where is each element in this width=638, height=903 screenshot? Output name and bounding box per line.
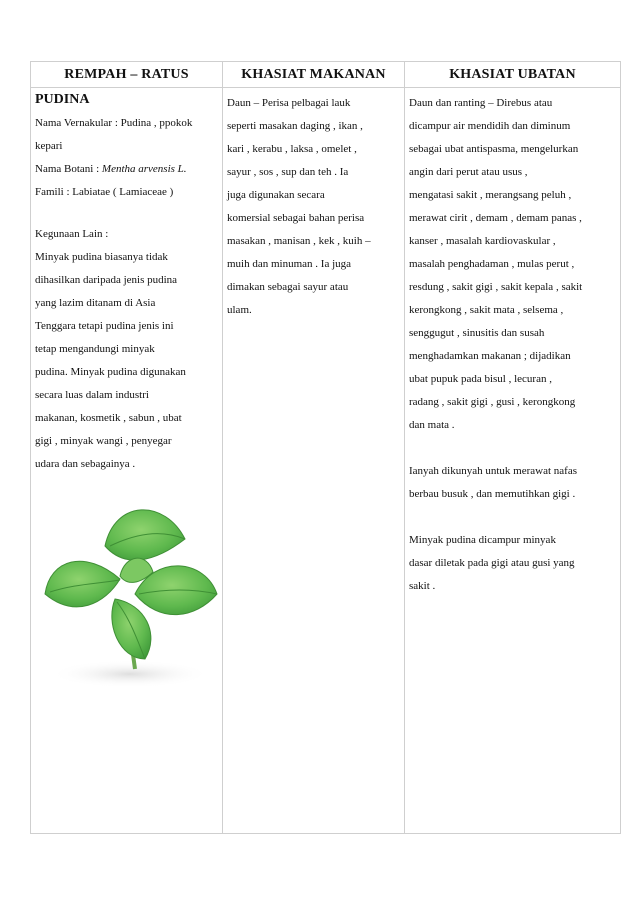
medicinal-line: mengatasi sakit , merangsang peluh ,	[409, 189, 572, 201]
header-khasiat-ubatan: KHASIAT UBATAN	[405, 62, 621, 88]
medicinal-line: kerongkong , sakit mata , selsema ,	[409, 304, 564, 316]
botanical-name	[35, 158, 218, 181]
food-benefit-line: komersial sebagai bahan perisa	[227, 212, 365, 224]
food-benefits-cell	[223, 88, 405, 834]
herb-name: PUDINA	[35, 92, 90, 107]
mint-leaf-icon	[35, 484, 221, 694]
family-name: Famili : Labiatae ( Lamiaceae )	[35, 186, 174, 198]
food-benefit-line: sayur , sos , sup dan teh . Ia	[227, 166, 349, 178]
mint-image	[35, 484, 221, 694]
other-uses-label: Kegunaan Lain :	[35, 228, 109, 240]
other-uses-line: Tenggara tetapi pudina jenis ini	[35, 320, 174, 332]
food-benefit-line: seperti masakan daging , ikan ,	[227, 120, 363, 132]
medicinal-line: dicampur air mendidih dan diminum	[409, 120, 571, 132]
medicinal-line: dan mata .	[409, 419, 455, 431]
other-uses-line: udara dan sebagainya .	[35, 458, 136, 470]
food-benefit-line: juga digunakan secara	[227, 189, 325, 201]
other-uses-line: gigi , minyak wangi , penyegar	[35, 435, 172, 447]
medicinal-benefits-cell	[405, 88, 621, 834]
medicinal-line: masalah penghadaman , mulas perut ,	[409, 258, 575, 270]
vernacular-name: Nama Vernakular : Pudina , ppokok	[35, 117, 193, 129]
header-rempah-ratus: REMPAH – RATUS	[31, 62, 223, 88]
medicinal-para-3	[409, 529, 616, 598]
medicinal-line: radang , sakit gigi , gusi , kerongkong	[409, 396, 576, 408]
header-khasiat-makanan: KHASIAT MAKANAN	[223, 62, 405, 88]
other-uses-line: pudina. Minyak pudina digunakan	[35, 366, 186, 378]
herb-row	[31, 88, 621, 834]
medicinal-line: sakit .	[409, 580, 436, 592]
medicinal-line: menghadamkan makanan ; dijadikan	[409, 350, 571, 362]
other-uses-line: makanan, kosmetik , sabun , ubat	[35, 412, 182, 424]
food-benefit-line: dimakan sebagai sayur atau	[227, 281, 349, 293]
medicinal-line: merawat cirit , demam , demam panas ,	[409, 212, 582, 224]
herb-info-cell	[31, 88, 223, 834]
medicinal-line: dasar diletak pada gigi atau gusi yang	[409, 557, 575, 569]
food-benefit-line: kari , kerabu , laksa , omelet ,	[227, 143, 357, 155]
other-uses-text	[35, 246, 218, 476]
food-benefit-line: ulam.	[227, 304, 252, 316]
herb-table	[30, 61, 621, 834]
header-row	[31, 62, 621, 88]
medicinal-line: kanser , masalah kardiovaskular ,	[409, 235, 556, 247]
medicinal-para-1	[409, 92, 616, 437]
other-uses-line: secara luas dalam industri	[35, 389, 149, 401]
medicinal-line: Daun dan ranting – Direbus atau	[409, 97, 553, 109]
botanical-value: Mentha arvensis L.	[101, 163, 187, 175]
medicinal-line: Minyak pudina dicampur minyak	[409, 534, 556, 546]
food-benefits-text	[223, 88, 404, 322]
food-benefit-line: muih dan minuman . Ia juga	[227, 258, 352, 270]
medicinal-line: resdung , sakit gigi , sakit kepala , sakit	[409, 281, 583, 293]
other-uses-line: Minyak pudina biasanya tidak	[35, 251, 168, 263]
medicinal-line: sebagai ubat antispasma, mengelurkan	[409, 143, 579, 155]
other-uses-line: yang lazim ditanam di Asia	[35, 297, 156, 309]
medicinal-para-2	[409, 460, 616, 506]
vernacular-name-cont: kepari	[35, 140, 63, 152]
medicinal-line: ubat pupuk pada bisul , lecuran ,	[409, 373, 552, 385]
food-benefit-line: Daun – Perisa pelbagai lauk	[227, 97, 351, 109]
medicinal-line: senggugut , sinusitis dan susah	[409, 327, 545, 339]
other-uses-line: tetap mengandungi minyak	[35, 343, 155, 355]
food-benefit-line: masakan , manisan , kek , kuih –	[227, 235, 371, 247]
medicinal-line: Ianyah dikunyah untuk merawat nafas	[409, 465, 577, 477]
medicinal-line: angin dari perut atau usus ,	[409, 166, 528, 178]
botanical-label: Nama Botani :	[35, 163, 102, 175]
medicinal-line: berbau busuk , dan memutihkan gigi .	[409, 488, 576, 500]
other-uses-line: dihasilkan daripada jenis pudina	[35, 274, 178, 286]
